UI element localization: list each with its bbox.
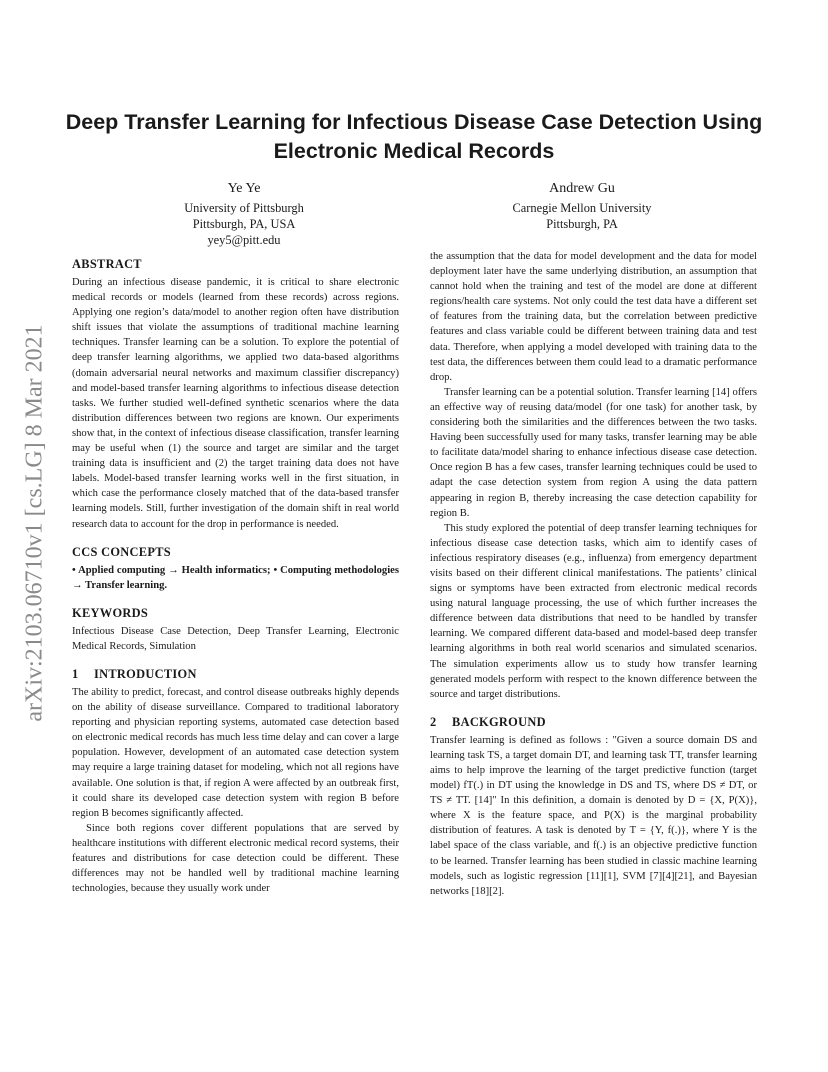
section-title: INTRODUCTION [94, 666, 197, 681]
author-email: yey5@pitt.edu [207, 233, 281, 247]
intro-paragraph-2-continued: the assumption that the data for model development and the data for model deployment later have the same underlying distribution, an assumption that cannot hold when the training and test of the model are done at different regions/health care systems. Not only could the test data have a different set of features from the training data, but the correlation between predictive features and class variable could be different between training data and test data. Therefore, when applying a model developed with training data to the test data, the differences between them could lead to a dramatic performance drop. [430, 251, 757, 383]
arxiv-sidebar [19, 288, 51, 758]
intro-paragraph-2: Since both regions cover different populations that are served by healthcare institutions with different electronic medical record systems, their features and distributions for case detection could be different. These differences may not be handled well by traditional machine learning technologies, because they usually work under [72, 822, 399, 895]
ccs-text: • Applied computing → Health informatics; • Computing methodologies → Transfer learning. [72, 564, 399, 591]
left-column [72, 256, 399, 896]
background-heading [430, 714, 757, 730]
section-number: 1 [72, 666, 79, 681]
author-block-1 [94, 180, 394, 248]
author-name: Andrew Gu [549, 181, 615, 196]
author-block-2 [432, 180, 732, 232]
arxiv-id: arXiv:2103.06710v1 [cs.LG] 8 Mar 2021 [21, 324, 48, 722]
abstract-text: During an infectious disease pandemic, it is critical to share electronic medical records or models (learned from these records) across regions. Applying one region’s data/model to another region often have distribution shift issues that violate the assumptions of traditional machine learning techniques. Transfer learning can be a solution. To explore the potential of deep transfer learning algorithms, we applied two data-based algorithms (domain adversarial neural networks and maximum classifier discrepancy) and model-based transfer learning algorithms to infectious disease detection tasks. We further studied well-defined synthetic scenarios where the data distribution differences between two regions are known. Our experiments show that, in the context of infectious disease classification, transfer learning may be useful when (1) the source and target are similar and the target training data is insufficient and (2) the target training data does not have labels. Model-based transfer learning works well in the first situation, in which case the performance closely matched that of the data-based transfer learning models. Still, further investigation of the domain shift in real world research data to account for the drop in performance is needed. [72, 277, 399, 530]
author-affiliation: Carnegie Mellon University [512, 201, 652, 215]
intro-paragraph-1: The ability to predict, forecast, and control disease outbreaks highly depends on the ability of disease surveillance. Compared to traditional laboratory reporting and physician reporting systems, automated case detection based on electronic medical records has much less time delay and can cover a large population. However, development of an automated case detection system may require a large training dataset for modeling, which not all regions have available. One solution is that, if region A were affected by an outbreak first, it could share its developed case detection system with region B before region B becomes significantly affected. [72, 686, 399, 819]
author-name: Ye Ye [227, 181, 261, 196]
paper-title: Deep Transfer Learning for Infectious Disease Case Detection Using Electronic Medical Records [65, 110, 763, 163]
ccs-heading: CCS CONCEPTS [72, 544, 171, 559]
author-affiliation: University of Pittsburgh [184, 201, 304, 215]
intro-paragraph-4: This study explored the potential of deep transfer learning techniques for infectious disease case detection tasks, which aim to identify cases of infectious respiratory diseases (e.g., influenza) from emergency department visits based on their different clinical manifestations. The patients’ clinical signs or symptoms have been extracted from electronic medical records using natural language processing, the use of which further increases the difference between data distributions that need to be handled by transfer learning. We compared different data-based and model-based deep transfer learning algorithms in both real world scenarios and simulated scenarios. The simulation experiments allow us to study how transfer learning generated models perform with respect to the known difference between the source and target distributions. [430, 522, 757, 700]
background-text: Transfer learning is defined as follows : "Given a source domain DS and learning task TS, a target domain DT, and learning task TT, transfer learning aims to help improve the learning of the target predictive function (target model) fT(.) in DT using the knowledge in DS and TS, where DS ≠ DT, or TS ≠ TT. [14]" In this definition, a domain is denoted by D = {X, P(X)}, where X is the feature space, and P(X) is the marginal probability distribution of features. A task is denoted by T = {Y, f(.)}, where Y is the label space of the class variable, and f(.) is an objective predictive function to be learned. Transfer learning has been studied in classic machine learning models, such as logistic regression [11][1], SVM [7][4][21], and Bayesian networks [18][2]. [430, 734, 757, 897]
intro-heading [72, 666, 399, 682]
author-location: Pittsburgh, PA, USA [192, 217, 296, 231]
intro-paragraph-3: Transfer learning can be a potential solution. Transfer learning [14] offers an effective way of reusing data/model (for one task) for another task, by considering both the similarities and the differences between the two tasks. Having been successfully used for many tasks, transfer learning may be able to facilitate data/model sharing to enhance infectious disease case detection. Once region B has a few cases, transfer learning techniques could be used to adapt the case detection system from region A using the data pattern appearing in region B, thereby increasing the case detection capability for region B. [430, 386, 757, 519]
abstract-heading: ABSTRACT [72, 257, 142, 271]
author-location: Pittsburgh, PA [546, 217, 618, 231]
right-column [430, 249, 757, 899]
section-number: 2 [430, 714, 437, 729]
section-title: BACKGROUND [452, 714, 546, 729]
keywords-heading: KEYWORDS [72, 605, 149, 620]
keywords-text: Infectious Disease Case Detection, Deep Transfer Learning, Electronic Medical Records, Simulation [72, 625, 399, 652]
